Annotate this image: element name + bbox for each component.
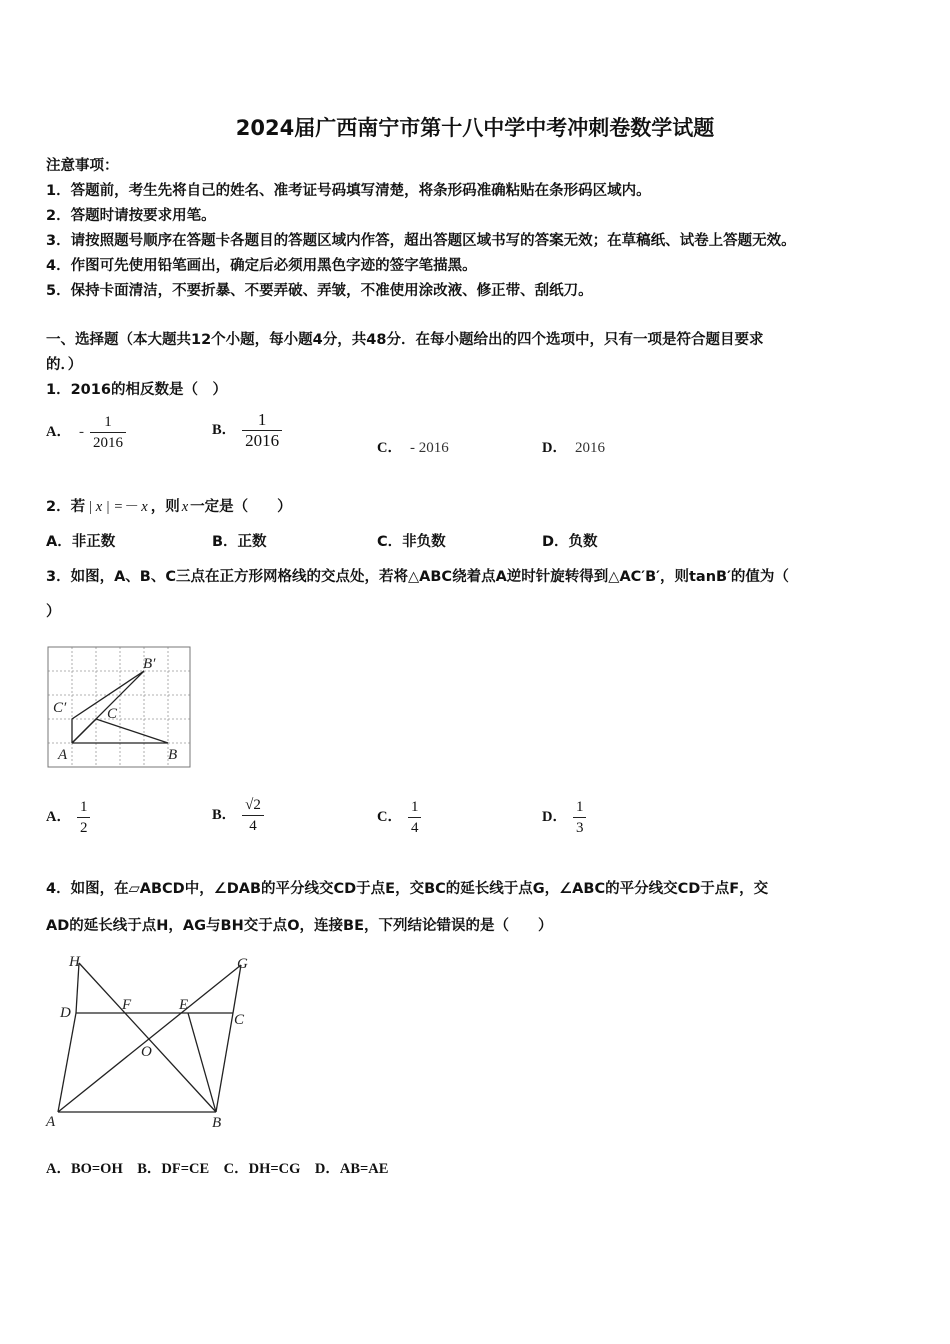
q3-c-label: C． [377, 808, 402, 825]
q4-stem-line2: AD的延长线于点H，AG与BH交于点O，连接BE，下列结论错误的是（ ） [46, 918, 553, 934]
note-item-5: 5．保持卡面清洁，不要折暴、不要弄破、弄皱，不准使用涂改液、修正带、刮纸刀。 [46, 283, 593, 299]
q1-a-denominator: 2016 [92, 435, 123, 451]
q3-a-numerator: 1 [77, 797, 91, 818]
q1-b-fraction [242, 410, 282, 451]
q4-parallelogram-figure [43, 950, 258, 1135]
q4-label-a: A [46, 1114, 56, 1130]
q3-d-label: D． [542, 808, 567, 825]
q3-d-denominator: 3 [575, 820, 584, 836]
q3-option-c [377, 797, 421, 838]
q3-option-b [212, 795, 264, 836]
q3-label-a: A [58, 747, 68, 763]
q1-a-numerator: 1 [90, 412, 126, 433]
section-heading-line2: 的．） [46, 357, 83, 373]
q4-label-e: E [179, 997, 189, 1013]
q3-label-b: B [168, 747, 178, 763]
q4-figure-lines [58, 963, 241, 1112]
q1-d-value: 2016 [574, 440, 605, 456]
note-item-4: 4．作图可先使用铅笔画出，确定后必须用黑色字迹的签字笔描黑。 [46, 258, 477, 274]
q3-label-bprime: B′ [143, 656, 156, 672]
q1-b-label: B． [212, 421, 237, 438]
note-item-1: 1．答题前，考生先将自己的姓名、准考证号码填写清楚，将条形码准确粘贴在条形码区域内。 [46, 183, 651, 199]
q4-stem-line1: 4．如图，在▱ABCD中，∠DAB的平分线交CD于点E，交BC的延长线于点G，∠ABC的平分线交CD于点F，交 [46, 881, 769, 897]
q3-b-denominator: 4 [249, 818, 257, 834]
q3-d-numerator: 1 [573, 797, 587, 818]
q3-label-c: C [107, 706, 118, 722]
q2-stem-prefix: 2．若 [46, 499, 86, 515]
q3-d-fraction [573, 797, 587, 838]
section-heading-line1: 一、选择题（本大题共12个小题，每小题4分，共48分．在每小题给出的四个选项中，只有一项是符合题目要求 [46, 332, 764, 348]
q3-c-numerator: 1 [408, 797, 422, 818]
q3-stem-line1: 3．如图，A、B、C三点在正方形网格线的交点处，若将△ABC绕着点A逆时针旋转得到△AC′B′，则tanB′的值为（ [46, 569, 789, 585]
q2-stem-suffix: 一定是（ ） [190, 499, 292, 515]
q2-abs-expression: | x | =－ x [88, 499, 148, 515]
q3-b-numerator: √2 [242, 795, 264, 816]
q4-label-o: O [141, 1044, 152, 1060]
page-title: 2024届广西南宁市第十八中学中考冲刺卷数学试题 [235, 116, 715, 140]
q1-option-b [212, 410, 282, 451]
q3-grid-figure [47, 646, 193, 772]
q4-options: A．BO=OH B．DF=CE C．DH=CG D．AB=AE [46, 1161, 389, 1177]
q1-d-label: D． [542, 440, 567, 456]
q2-option-b: B．正数 [212, 534, 267, 550]
q4-label-d: D [60, 1005, 71, 1021]
q1-c-label: C． [377, 440, 402, 456]
q2-option-d: D．负数 [542, 534, 598, 550]
q3-b-label: B． [212, 806, 237, 823]
q2-option-c: C．非负数 [377, 534, 446, 550]
q4-label-g: G [237, 956, 248, 972]
q3-b-fraction [242, 795, 264, 836]
q1-option-c [377, 436, 449, 457]
q4-label-b: B [212, 1115, 222, 1131]
q1-option-a [46, 412, 126, 453]
notes-heading: 注意事项： [46, 158, 119, 174]
q2-option-a: A．非正数 [46, 534, 116, 550]
q3-a-denominator: 2 [79, 820, 88, 836]
q2-variable: x [181, 499, 189, 515]
q3-option-d [542, 797, 586, 838]
q4-label-h: H [69, 954, 80, 970]
q3-label-cprime: C′ [53, 700, 67, 716]
q1-b-numerator: 1 [242, 410, 282, 431]
q4-label-f: F [122, 997, 132, 1013]
q2-stem-mid: ，则 [150, 499, 180, 515]
note-item-3: 3．请按照题号顺序在答题卡各题目的答题区域内作答，超出答题区域书写的答案无效；在草稿纸、试卷上答题无效。 [46, 233, 796, 249]
q3-a-label: A． [46, 808, 71, 825]
q3-stem-line2: ） [46, 604, 61, 620]
q4-label-c: C [234, 1012, 245, 1028]
q1-c-value: - 2016 [409, 440, 449, 456]
q1-a-label: A． [46, 423, 71, 440]
q1-a-fraction [90, 412, 126, 453]
q1-stem: 1．2016的相反数是（ ） [46, 382, 227, 398]
q1-a-sign: - [78, 423, 84, 440]
q2-stem [46, 495, 292, 516]
q3-a-fraction [77, 797, 91, 838]
note-item-2: 2．答题时请按要求用笔。 [46, 208, 216, 224]
q1-option-d [542, 436, 605, 457]
q3-c-fraction [408, 797, 422, 838]
q3-option-a [46, 797, 90, 838]
q3-c-denominator: 4 [410, 820, 419, 836]
q1-b-denominator: 2016 [245, 431, 280, 450]
